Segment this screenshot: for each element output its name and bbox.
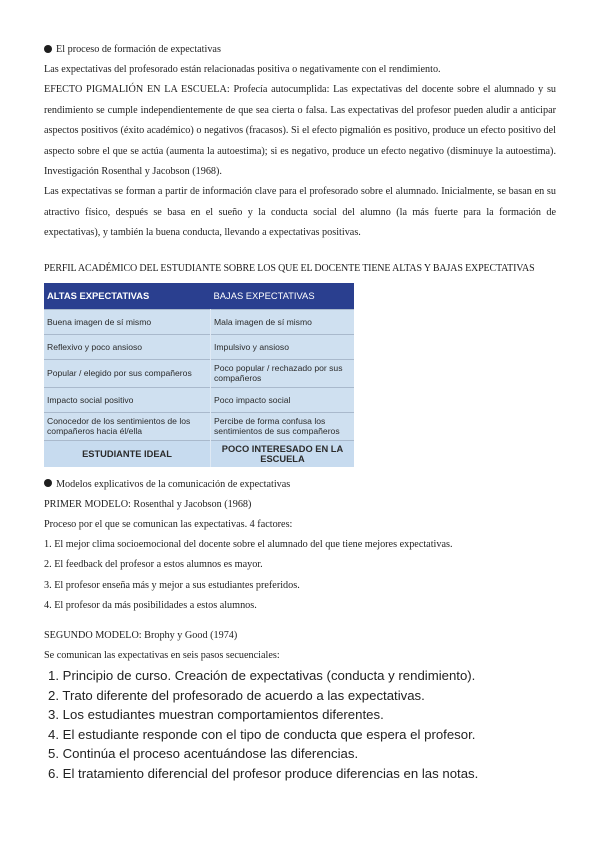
section-heading-text: Modelos explicativos de la comunicación de expectativas <box>56 478 291 490</box>
paragraph-formation: Las expectativas se forman a partir de información clave para el profesorado sobre el alumnado. Inicialmente, se basan en su atractivo físico, después se basa en el sueño y la conducta social del alumno (la más fuerte para la formación de expectativas), y también la buena conducta, llevando a expectativas positivas. <box>44 186 556 239</box>
cell-high: Impacto social positivo <box>44 387 211 412</box>
cell-low: Poco impacto social <box>211 387 355 412</box>
model1-title: PRIMER MODELO: Rosenthal y Jacobson (1968) <box>44 498 252 510</box>
footer-high: ESTUDIANTE IDEAL <box>44 440 211 467</box>
cell-low: Mala imagen de sí mismo <box>211 309 355 334</box>
cell-low: Percibe de forma confusa los sentimientos de sus compañeros <box>211 412 355 440</box>
model2-title: SEGUNDO MODELO: Brophy y Good (1974) <box>44 630 238 642</box>
bullet-icon <box>44 45 52 53</box>
document-page <box>44 40 556 783</box>
table-row <box>44 412 354 440</box>
list-item: 6. El tratamiento diferencial del profesor produce diferencias en las notas. <box>48 765 479 781</box>
list-item: 4. El profesor da más posibilidades a estos alumnos. <box>44 599 257 611</box>
list-item: 1. El mejor clima socioemocional del docente sobre el alumnado del que tiene mejores expectativas. <box>44 539 453 551</box>
section-heading-models <box>44 475 556 495</box>
list-item: 2. El feedback del profesor a estos alumnos es mayor. <box>44 559 263 571</box>
model1-intro: Proceso por el que se comunican las expectativas. 4 factores: <box>44 519 293 531</box>
expectations-table <box>44 283 354 467</box>
list-item: 4. El estudiante responde con el tipo de conducta que espera el profesor. <box>48 726 476 742</box>
list-item: 3. Los estudiantes muestran comportamientos diferentes. <box>48 707 384 723</box>
cell-high: Reflexivo y poco ansioso <box>44 334 211 359</box>
list-item: 1. Principio de curso. Creación de expectativas (conducta y rendimiento). <box>48 668 476 684</box>
model2-intro: Se comunican las expectativas en seis pasos secuenciales: <box>44 650 280 662</box>
list-item: 5. Continúa el proceso acentuándose las diferencias. <box>48 746 359 762</box>
section-heading-text: El proceso de formación de expectativas <box>56 44 221 55</box>
list-item: 3. El profesor enseña más y mejor a sus estudiantes preferidos. <box>44 579 300 591</box>
cell-high: Popular / elegido por sus compañeros <box>44 359 211 387</box>
section-heading-expectations <box>44 40 556 60</box>
table-row <box>44 387 354 412</box>
cell-high: Conocedor de los sentimientos de los compañeros hacia él/ella <box>44 412 211 440</box>
cell-low: Impulsivo y ansioso <box>211 334 355 359</box>
cell-low: Poco popular / rechazado por sus compañeros <box>211 359 355 387</box>
table-row <box>44 309 354 334</box>
table-footer-row <box>44 440 354 467</box>
list-item: 2. Trato diferente del profesorado de acuerdo a las expectativas. <box>48 687 425 703</box>
header-high-expectations: ALTAS EXPECTATIVAS <box>44 283 211 310</box>
table-title: PERFIL ACADÉMICO DEL ESTUDIANTE SOBRE LOS QUE EL DOCENTE TIENE ALTAS Y BAJAS EXPECTATIVAS <box>44 262 535 274</box>
table-row <box>44 359 354 387</box>
paragraph-intro: Las expectativas del profesorado están relacionadas positiva o negativamente con el rendimiento. <box>44 64 441 76</box>
footer-low: POCO INTERESADO EN LA ESCUELA <box>211 440 355 467</box>
header-low-expectations: BAJAS EXPECTATIVAS <box>211 283 355 310</box>
paragraph-pygmalion: EFECTO PIGMALIÓN EN LA ESCUELA: Profecía autocumplida: Las expectativas del docente sobre el alumnado y su rendimiento se cumple independientemente de que sea cierta o falsa. Las expectativas del profesor pueden aludir a anticipar aspectos positivos (éxito académico) o negativos (fracasos). Si el efecto pigmalión es positivo, produce un efecto positivo del aspecto sobre el que se actúa (aumenta la autoestima); si es negativo, produce un efecto negativo (disminuye la autoestima). Investigación Rosenthal y Jacobson (1968). <box>44 84 556 178</box>
bullet-icon <box>44 479 52 487</box>
table-row <box>44 334 354 359</box>
cell-high: Buena imagen de sí mismo <box>44 309 211 334</box>
